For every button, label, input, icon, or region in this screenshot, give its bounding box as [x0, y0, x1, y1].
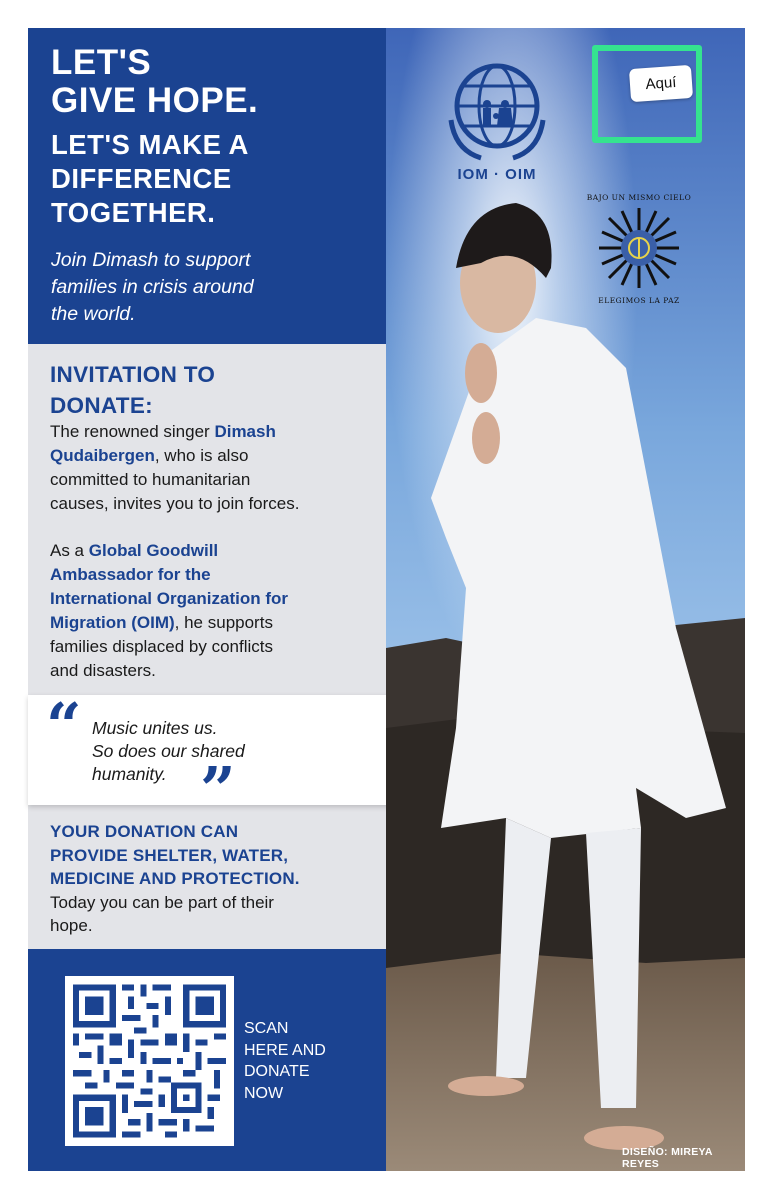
- scan-line: SCAN: [244, 1020, 289, 1037]
- qr-code-icon: [73, 984, 226, 1138]
- donation-title-line: MEDICINE AND PROTECTION.: [50, 869, 300, 888]
- sub-headline-line: LET'S MAKE A: [51, 129, 249, 160]
- scan-line: NOW: [244, 1084, 284, 1102]
- scan-line: DONATE: [244, 1063, 310, 1080]
- text: , who is also: [154, 446, 249, 465]
- quote-open-icon: “: [46, 689, 82, 762]
- emblem-bottom-text: ELEGIMOS LA PAZ: [598, 296, 680, 305]
- iom-logo: [441, 50, 553, 190]
- scan-text: [244, 1018, 326, 1104]
- donation-title: [50, 820, 380, 891]
- aqui-button[interactable]: Aquí: [629, 65, 693, 102]
- join-text: [51, 247, 351, 328]
- donation-sub-line: hope.: [50, 916, 93, 935]
- sub-headline-line: TOGETHER.: [51, 197, 216, 228]
- text: causes, invites you to join forces.: [50, 494, 300, 513]
- singer-name: Dimash: [214, 422, 276, 441]
- text: As a: [50, 541, 89, 560]
- iom-globe-icon: [441, 50, 553, 162]
- peace-globe-icon: [584, 198, 694, 298]
- main-headline: [51, 44, 258, 120]
- photo-panel: [386, 28, 745, 1171]
- donation-title-line: PROVIDE SHELTER, WATER,: [50, 845, 289, 865]
- sub-headline-line: DIFFERENCE: [51, 163, 232, 194]
- donation-title-line: YOUR DONATION CAN: [50, 822, 239, 841]
- quote-line: Music unites us.: [92, 718, 218, 738]
- invitation-title-line: DONATE:: [50, 393, 153, 418]
- text: committed to humanitarian: [50, 470, 251, 489]
- sub-headline: [51, 128, 249, 230]
- invitation-paragraph-2: [50, 539, 380, 683]
- qr-code[interactable]: [65, 976, 234, 1146]
- text: and disasters.: [50, 661, 156, 680]
- highlight: International Organization for: [50, 589, 289, 608]
- donation-subtext: [50, 891, 380, 938]
- join-line: the world.: [51, 303, 136, 325]
- text: , he supports: [174, 613, 273, 632]
- scan-line: HERE AND: [244, 1041, 326, 1059]
- singer-surname: Qudaibergen: [50, 446, 155, 465]
- invitation-paragraph-1: [50, 420, 380, 516]
- invitation-title-line: INVITATION TO: [50, 362, 216, 387]
- quote-close-icon: ”: [200, 753, 236, 826]
- join-line: Join Dimash to support: [51, 249, 251, 271]
- text: The renowned singer: [50, 422, 215, 441]
- donation-sub-line: Today you can be part of their: [50, 892, 274, 912]
- text: families displaced by conflicts: [50, 637, 273, 656]
- quote-line: So does our shared: [92, 741, 245, 761]
- quote-line: humanity.: [92, 764, 167, 784]
- header-panel: [28, 28, 386, 344]
- peace-emblem: [584, 193, 694, 308]
- donation-text: [50, 820, 380, 938]
- poster: [28, 28, 745, 1171]
- invitation-title: [50, 359, 215, 421]
- highlight: Ambassador for the: [50, 565, 211, 584]
- headline-line: GIVE HOPE.: [51, 81, 259, 120]
- quote-box: [28, 689, 400, 826]
- headline-line: LET'S: [51, 43, 152, 82]
- join-line: families in crisis around: [51, 276, 254, 298]
- design-credit: DISEÑO: MIREYA REYES: [622, 1146, 713, 1170]
- highlight: Global Goodwill: [88, 541, 219, 560]
- highlight: Migration (OIM): [50, 613, 175, 632]
- scan-panel: [28, 949, 386, 1171]
- emblem-top-text: BAJO UN MISMO CIELO: [586, 193, 692, 202]
- aqui-highlight-frame: [592, 45, 702, 143]
- iom-label: IOM · OIM: [457, 166, 537, 183]
